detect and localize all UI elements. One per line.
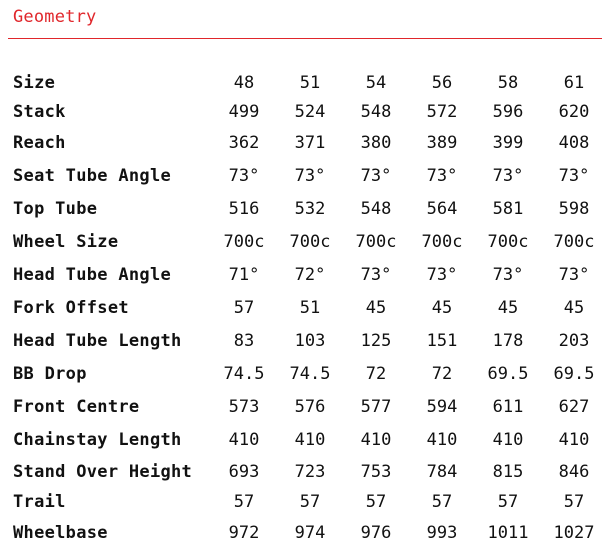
table-row	[8, 391, 607, 424]
table-cell: 700c	[487, 232, 529, 252]
table-cell: 572	[426, 102, 458, 122]
table-cell: 73°	[294, 166, 326, 186]
table-cell: 57	[563, 492, 585, 512]
table-row	[8, 517, 607, 550]
table-cell: 45	[365, 298, 387, 318]
table-cell: 410	[558, 430, 590, 450]
table-row	[8, 487, 607, 517]
table-cell: 72	[365, 364, 387, 384]
table-cell: 72	[431, 364, 453, 384]
table-cell: 73°	[426, 166, 458, 186]
table-cell: 380	[360, 133, 392, 153]
table-row	[8, 292, 607, 325]
table-cell: 51	[299, 298, 321, 318]
table-cell: 548	[360, 102, 392, 122]
table-cell: 594	[426, 397, 458, 417]
table-cell: 73°	[426, 265, 458, 285]
table-cell: 573	[228, 397, 260, 417]
row-label: Front Centre	[13, 397, 140, 417]
row-label: Trail	[13, 492, 66, 512]
table-cell: 1027	[553, 523, 595, 543]
table-cell: 74.5	[289, 364, 331, 384]
table-cell: 73°	[360, 166, 392, 186]
table-cell: 83	[233, 331, 255, 351]
table-cell: 125	[360, 331, 392, 351]
table-cell: 362	[228, 133, 260, 153]
table-cell: 73°	[558, 265, 590, 285]
table-row	[8, 160, 607, 193]
table-cell: 408	[558, 133, 590, 153]
size-header-cell: 51	[299, 73, 321, 93]
table-cell: 993	[426, 523, 458, 543]
table-cell: 564	[426, 199, 458, 219]
table-row	[8, 193, 607, 226]
row-label: Head Tube Angle	[13, 265, 172, 285]
table-cell: 784	[426, 462, 458, 482]
table-cell: 73°	[360, 265, 392, 285]
table-cell: 700c	[553, 232, 595, 252]
table-cell: 753	[360, 462, 392, 482]
table-cell: 45	[497, 298, 519, 318]
table-cell: 516	[228, 199, 260, 219]
table-cell: 611	[492, 397, 524, 417]
table-cell: 972	[228, 523, 260, 543]
table-cell: 45	[563, 298, 585, 318]
table-cell: 73°	[228, 166, 260, 186]
table-cell: 389	[426, 133, 458, 153]
table-cell: 974	[294, 523, 326, 543]
table-row	[8, 325, 607, 358]
table-row	[8, 98, 607, 127]
table-cell: 410	[426, 430, 458, 450]
table-row	[8, 226, 607, 259]
table-cell: 69.5	[553, 364, 595, 384]
table-cell: 577	[360, 397, 392, 417]
table-cell: 73°	[492, 166, 524, 186]
row-label: Fork Offset	[13, 298, 129, 318]
row-label: BB Drop	[13, 364, 87, 384]
table-cell: 700c	[421, 232, 463, 252]
table-cell: 576	[294, 397, 326, 417]
table-cell: 700c	[223, 232, 265, 252]
table-cell: 581	[492, 199, 524, 219]
table-cell: 103	[294, 331, 326, 351]
table-cell: 627	[558, 397, 590, 417]
table-cell: 700c	[355, 232, 397, 252]
table-cell: 371	[294, 133, 326, 153]
row-label: Wheelbase	[13, 523, 108, 543]
table-cell: 410	[294, 430, 326, 450]
table-cell: 178	[492, 331, 524, 351]
table-cell: 73°	[492, 265, 524, 285]
table-cell: 151	[426, 331, 458, 351]
table-cell: 1011	[487, 523, 529, 543]
table-cell: 45	[431, 298, 453, 318]
table-row	[8, 424, 607, 457]
row-label: Chainstay Length	[13, 430, 182, 450]
table-cell: 598	[558, 199, 590, 219]
row-label: Reach	[13, 133, 66, 153]
row-label: Top Tube	[13, 199, 98, 219]
table-cell: 203	[558, 331, 590, 351]
table-cell: 410	[360, 430, 392, 450]
row-label: Stack	[13, 102, 66, 122]
table-cell: 57	[431, 492, 453, 512]
table-cell: 410	[228, 430, 260, 450]
geometry-table	[8, 68, 607, 550]
table-cell: 57	[299, 492, 321, 512]
size-header-cell: 58	[497, 73, 519, 93]
table-cell: 815	[492, 462, 524, 482]
table-cell: 71°	[228, 265, 260, 285]
table-cell: 57	[233, 298, 255, 318]
table-cell: 846	[558, 462, 590, 482]
row-label: Stand Over Height	[13, 462, 193, 482]
table-cell: 596	[492, 102, 524, 122]
size-header-label: Size	[13, 73, 56, 93]
size-header-cell: 61	[563, 73, 585, 93]
table-cell: 700c	[289, 232, 331, 252]
row-label: Head Tube Length	[13, 331, 182, 351]
size-header-cell: 56	[431, 73, 453, 93]
title-divider	[8, 38, 602, 39]
table-cell: 57	[497, 492, 519, 512]
size-header-cell: 48	[233, 73, 255, 93]
table-cell: 532	[294, 199, 326, 219]
table-cell: 693	[228, 462, 260, 482]
table-cell: 976	[360, 523, 392, 543]
table-cell: 723	[294, 462, 326, 482]
table-cell: 548	[360, 199, 392, 219]
table-cell: 620	[558, 102, 590, 122]
size-header-cell: 54	[365, 73, 387, 93]
table-row	[8, 457, 607, 487]
section-title: Geometry	[13, 7, 97, 27]
table-cell: 74.5	[223, 364, 265, 384]
table-cell: 72°	[294, 265, 326, 285]
table-row	[8, 259, 607, 292]
row-label: Seat Tube Angle	[13, 166, 172, 186]
table-cell: 410	[492, 430, 524, 450]
table-cell: 399	[492, 133, 524, 153]
row-label: Wheel Size	[13, 232, 119, 252]
table-row	[8, 358, 607, 391]
table-cell: 73°	[558, 166, 590, 186]
table-cell: 57	[233, 492, 255, 512]
table-cell: 499	[228, 102, 260, 122]
table-cell: 69.5	[487, 364, 529, 384]
table-header-row	[8, 68, 607, 98]
table-cell: 57	[365, 492, 387, 512]
table-row	[8, 127, 607, 160]
table-cell: 524	[294, 102, 326, 122]
